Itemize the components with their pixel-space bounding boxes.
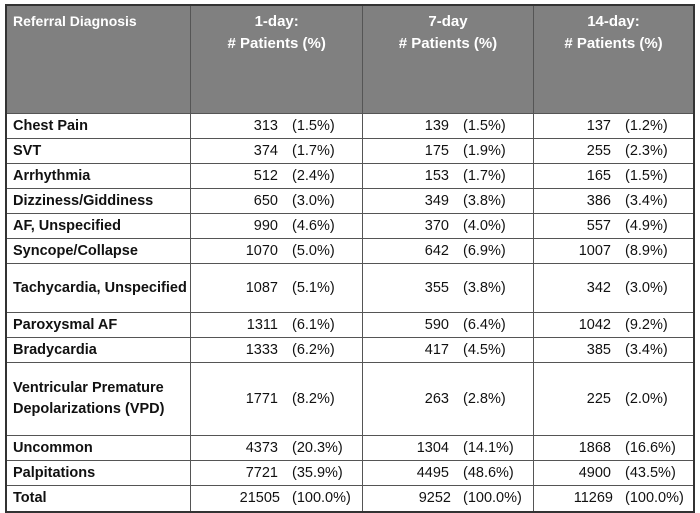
table-row: [6, 264, 694, 313]
table-body: [6, 114, 694, 512]
row-cell-1: [191, 436, 363, 461]
patient-percent: (6.9%): [462, 243, 506, 259]
value-pair: [363, 218, 533, 234]
patient-count: 590: [424, 317, 449, 333]
patient-percent: (8.9%): [625, 243, 668, 259]
row-cell-2: [362, 189, 533, 214]
row-cell-3: [533, 164, 694, 189]
row-label: Arrhythmia: [6, 164, 191, 189]
row-cell-2: [362, 139, 533, 164]
value-pair: [191, 143, 362, 159]
value-pair: [363, 243, 533, 259]
row-cell-3: [533, 264, 694, 313]
patient-percent: (5.0%): [291, 243, 335, 259]
value-pair: [191, 440, 362, 456]
patient-percent: (1.5%): [291, 118, 335, 134]
value-pair: [534, 391, 693, 407]
row-cell-2: [362, 338, 533, 363]
patient-count: 1007: [578, 243, 611, 259]
patient-percent: (16.6%): [625, 440, 676, 456]
patient-percent: (5.1%): [291, 280, 335, 296]
header-14-day: [533, 5, 694, 114]
patient-count: 1087: [245, 280, 278, 296]
patient-percent: (48.6%): [462, 465, 514, 481]
row-cell-2: [362, 486, 533, 512]
patient-percent: (4.6%): [291, 218, 335, 234]
header-row: [6, 5, 694, 114]
value-pair: [191, 118, 362, 134]
table-row: [6, 114, 694, 139]
patient-count: 263: [424, 391, 449, 407]
row-cell-1: [191, 189, 363, 214]
row-label: Bradycardia: [6, 338, 191, 363]
patient-percent: (20.3%): [291, 440, 343, 456]
value-pair: [534, 317, 693, 333]
value-pair: [534, 490, 693, 506]
row-cell-1: [191, 363, 363, 436]
row-cell-1: [191, 486, 363, 512]
row-label: Tachycardia, Unspecified: [6, 264, 191, 313]
row-label: Total: [6, 486, 191, 512]
value-pair: [191, 168, 362, 184]
header-14-day-line2: # Patients (%): [564, 35, 663, 52]
patient-count: 139: [424, 118, 449, 134]
patient-percent: (9.2%): [625, 317, 668, 333]
row-label: Paroxysmal AF: [6, 313, 191, 338]
row-cell-1: [191, 114, 363, 139]
table-row: [6, 313, 694, 338]
row-label: Syncope/Collapse: [6, 239, 191, 264]
row-label: Ventricular Premature Depolarizations (VPD): [6, 363, 191, 436]
value-pair: [363, 168, 533, 184]
value-pair: [534, 342, 693, 358]
value-pair: [534, 243, 693, 259]
value-pair: [534, 168, 693, 184]
patient-count: 1333: [245, 342, 278, 358]
value-pair: [363, 490, 533, 506]
value-pair: [191, 280, 362, 296]
row-cell-3: [533, 239, 694, 264]
patient-count: 374: [253, 143, 278, 159]
value-pair: [534, 280, 693, 296]
row-cell-3: [533, 189, 694, 214]
patient-count: 4900: [578, 465, 611, 481]
header-referral-diagnosis: Referral Diagnosis: [6, 5, 191, 114]
table-row: [6, 436, 694, 461]
patient-count: 137: [586, 118, 611, 134]
patient-percent: (8.2%): [291, 391, 335, 407]
row-cell-1: [191, 164, 363, 189]
value-pair: [534, 465, 693, 481]
patient-count: 512: [253, 168, 278, 184]
row-label: AF, Unspecified: [6, 214, 191, 239]
value-pair: [363, 193, 533, 209]
row-label: Uncommon: [6, 436, 191, 461]
header-1-day-line2: # Patients (%): [227, 35, 326, 52]
header-1-day: [191, 5, 363, 114]
patient-count: 225: [586, 391, 611, 407]
patient-percent: (1.2%): [625, 118, 668, 134]
row-label: Chest Pain: [6, 114, 191, 139]
patient-percent: (14.1%): [462, 440, 514, 456]
row-cell-2: [362, 363, 533, 436]
row-cell-3: [533, 363, 694, 436]
row-cell-1: [191, 264, 363, 313]
value-pair: [363, 118, 533, 134]
patient-count: 557: [586, 218, 611, 234]
value-pair: [363, 391, 533, 407]
patient-percent: (4.9%): [625, 218, 668, 234]
row-cell-3: [533, 313, 694, 338]
header-7-day: [362, 5, 533, 114]
patient-percent: (3.4%): [625, 193, 668, 209]
value-pair: [191, 243, 362, 259]
patient-percent: (3.0%): [625, 280, 668, 296]
value-pair: [363, 342, 533, 358]
value-pair: [534, 193, 693, 209]
patient-percent: (100.0%): [462, 490, 522, 507]
row-cell-1: [191, 239, 363, 264]
patient-percent: (2.0%): [625, 391, 668, 407]
patient-count: 165: [586, 168, 611, 184]
patient-count: 417: [424, 342, 449, 358]
row-cell-3: [533, 338, 694, 363]
table-row: [6, 139, 694, 164]
table-row: [6, 461, 694, 486]
patient-percent: (3.8%): [462, 280, 506, 296]
patient-percent: (100.0%): [625, 490, 684, 507]
patient-count: 990: [253, 218, 278, 234]
patient-percent: (1.5%): [462, 118, 506, 134]
table-row: [6, 214, 694, 239]
patient-count: 342: [586, 280, 611, 296]
table-row: [6, 239, 694, 264]
patient-percent: (2.3%): [625, 143, 668, 159]
patient-count: 642: [424, 243, 449, 259]
patient-percent: (43.5%): [625, 465, 676, 481]
row-cell-1: [191, 461, 363, 486]
patient-count: 1771: [245, 391, 278, 407]
patient-count: 4495: [416, 465, 449, 481]
row-cell-3: [533, 461, 694, 486]
value-pair: [363, 465, 533, 481]
row-cell-1: [191, 338, 363, 363]
patient-count: 1042: [578, 317, 611, 333]
value-pair: [191, 465, 362, 481]
row-cell-2: [362, 214, 533, 239]
header-14-day-line1: 14-day:: [587, 13, 640, 30]
row-cell-2: [362, 164, 533, 189]
value-pair: [191, 218, 362, 234]
row-cell-2: [362, 114, 533, 139]
row-cell-2: [362, 461, 533, 486]
patient-count: 1868: [578, 440, 611, 456]
row-label: Palpitations: [6, 461, 191, 486]
table-row: [6, 363, 694, 436]
value-pair: [191, 317, 362, 333]
patient-count: 355: [424, 280, 449, 296]
patient-percent: (6.4%): [462, 317, 506, 333]
patient-percent: (6.2%): [291, 342, 335, 358]
value-pair: [534, 143, 693, 159]
row-cell-2: [362, 436, 533, 461]
value-pair: [363, 143, 533, 159]
patient-percent: (1.5%): [625, 168, 668, 184]
table-row: [6, 189, 694, 214]
patient-count: 650: [253, 193, 278, 209]
patient-percent: (100.0%): [291, 490, 351, 507]
value-pair: [534, 440, 693, 456]
patient-count: 1311: [246, 317, 278, 333]
row-cell-1: [191, 214, 363, 239]
row-label: SVT: [6, 139, 191, 164]
header-7-day-line2: # Patients (%): [398, 35, 498, 52]
patient-count: 349: [424, 193, 449, 209]
value-pair: [534, 218, 693, 234]
patient-count: 255: [586, 143, 611, 159]
value-pair: [191, 391, 362, 407]
value-pair: [191, 193, 362, 209]
patient-count: 370: [424, 218, 449, 234]
row-cell-2: [362, 239, 533, 264]
table-row: [6, 164, 694, 189]
patient-count: 385: [586, 342, 611, 358]
patient-count: 9252: [418, 490, 451, 507]
patient-count: 153: [424, 168, 449, 184]
total-row: [6, 486, 694, 512]
patient-count: 386: [586, 193, 611, 209]
patient-count: 7721: [245, 465, 278, 481]
row-cell-1: [191, 139, 363, 164]
row-cell-3: [533, 114, 694, 139]
header-1-day-line1: 1-day:: [254, 13, 299, 30]
patient-count: 4373: [245, 440, 278, 456]
row-cell-3: [533, 436, 694, 461]
row-cell-1: [191, 313, 363, 338]
row-cell-2: [362, 313, 533, 338]
patient-percent: (35.9%): [291, 465, 343, 481]
patient-percent: (1.7%): [462, 168, 506, 184]
patient-count: 1304: [416, 440, 449, 456]
value-pair: [191, 490, 362, 506]
patient-count: 11269: [573, 490, 613, 507]
referral-diagnosis-table: [5, 4, 695, 513]
row-cell-2: [362, 264, 533, 313]
patient-count: 1070: [245, 243, 278, 259]
patient-percent: (2.4%): [291, 168, 335, 184]
patient-percent: (6.1%): [291, 317, 335, 333]
row-cell-3: [533, 214, 694, 239]
value-pair: [534, 118, 693, 134]
value-pair: [363, 317, 533, 333]
patient-percent: (3.4%): [625, 342, 668, 358]
patient-percent: (1.9%): [462, 143, 506, 159]
patient-percent: (4.0%): [462, 218, 506, 234]
value-pair: [363, 440, 533, 456]
table-row: [6, 338, 694, 363]
referral-table-container: [5, 4, 695, 513]
patient-percent: (4.5%): [462, 342, 506, 358]
row-cell-3: [533, 139, 694, 164]
patient-count: 21505: [239, 490, 280, 507]
value-pair: [191, 342, 362, 358]
header-7-day-line1: 7-day: [428, 13, 468, 30]
patient-count: 313: [253, 118, 278, 134]
patient-percent: (3.8%): [462, 193, 506, 209]
patient-count: 175: [424, 143, 449, 159]
value-pair: [363, 280, 533, 296]
patient-percent: (3.0%): [291, 193, 335, 209]
row-label: Dizziness/Giddiness: [6, 189, 191, 214]
row-cell-3: [533, 486, 694, 512]
patient-percent: (1.7%): [291, 143, 335, 159]
patient-percent: (2.8%): [462, 391, 506, 407]
